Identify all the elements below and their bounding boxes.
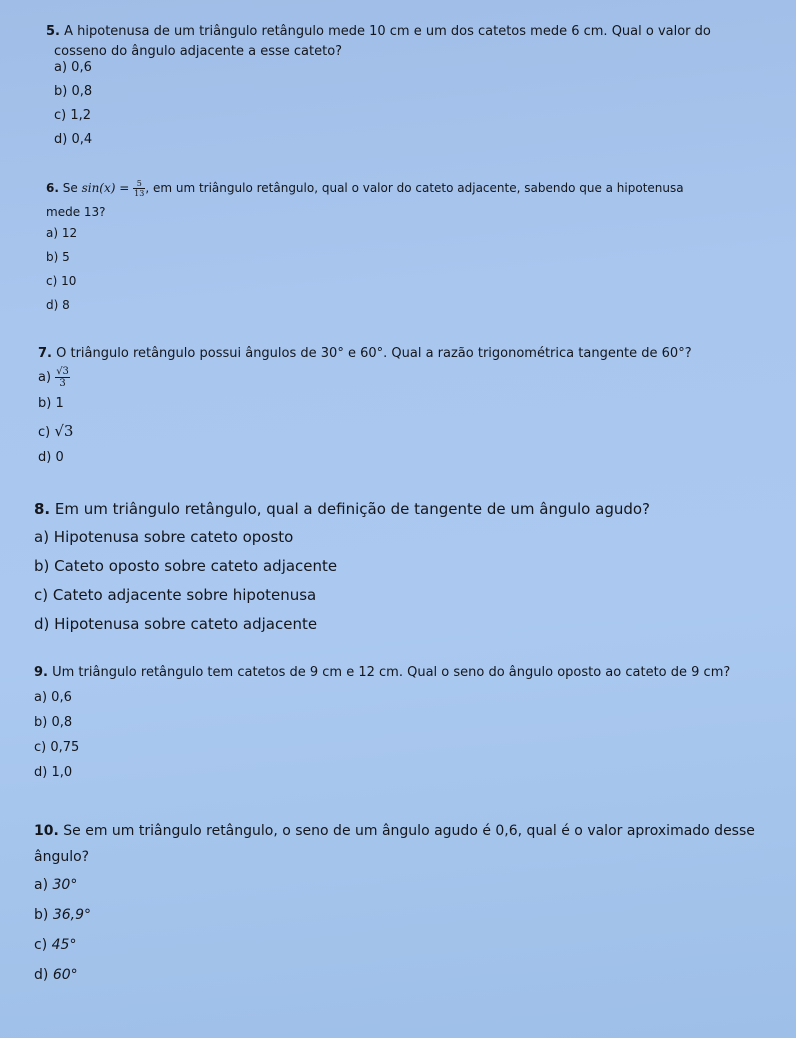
option-d: d) 0 [38,450,64,465]
option-label: a) [34,877,49,893]
option-c: c) 0,75 [34,740,80,755]
option-b: b) 1 [38,396,64,411]
option-value: 30° [52,877,78,893]
question-text: Em um triângulo retângulo, qual a definição de tangente de um ângulo agudo? [54,500,651,518]
option-b [34,907,91,923]
option-c: c) 1,2 [54,108,92,123]
question-6-line-2: mede 13? [46,205,106,219]
question-number: 9. [34,665,48,680]
option-label: c) [38,425,51,440]
option-c [34,937,76,953]
question-9 [34,663,730,683]
option-value: 36,9° [52,907,91,923]
question-number: 7. [38,346,52,361]
question-text: , em um triângulo retângulo, qual o valor do cateto adjacente, sabendo que a hipotenusa [145,181,684,195]
option-c: c) 10 [46,274,77,288]
option-d [34,967,78,983]
option-b: b) 0,8 [34,715,73,730]
question-6 [46,178,684,198]
option-label: d) [34,967,49,983]
question-5-line-2: cosseno do ângulo adjacente a esse cateto? [54,44,343,59]
option-b: b) 5 [46,250,70,264]
question-number: 8. [34,500,51,518]
question-10-line-2: ângulo? [34,849,90,865]
question-10 [34,820,755,842]
option-d: d) 8 [46,298,70,312]
option-a [38,366,70,389]
option-c: c) Cateto adjacente sobre hipotenusa [34,586,317,604]
option-c [38,422,73,440]
option-d: d) 0,4 [54,132,93,147]
question-7 [38,344,692,364]
fraction-denominator: 13 [134,189,145,198]
option-label: b) [34,907,49,923]
question-number: 10. [34,823,59,839]
fraction-numerator: 5 [136,179,142,188]
question-text: Um triângulo retângulo tem catetos de 9 cm e 12 cm. Qual o seno do ângulo oposto ao cateto de 9 cm? [52,665,731,680]
option-a: a) Hipotenusa sobre cateto oposto [34,528,294,546]
question-number: 5. [46,24,60,39]
option-label: c) [34,937,48,953]
option-d: d) 1,0 [34,765,73,780]
option-value: 45° [51,937,77,953]
option-b: b) Cateto oposto sobre cateto adjacente [34,557,338,575]
question-number: 6. [46,181,59,195]
question-prefix: Se [62,181,78,195]
question-text: Se em um triângulo retângulo, o seno de um ângulo agudo é 0,6, qual é o valor aproximado desse [63,823,755,839]
option-label: a) [38,370,52,385]
question-text: O triângulo retângulo possui ângulos de 30° e 60°. Qual a razão trigonométrica tangente de 60°? [56,346,692,361]
sqrt3-value: √3 [54,422,74,440]
option-a [34,877,77,893]
option-b: b) 0,8 [54,84,93,99]
option-a: a) 12 [46,226,78,240]
option-d: d) Hipotenusa sobre cateto adjacente [34,615,318,633]
fraction-numerator: √3 [56,366,69,377]
question-8 [34,498,650,520]
question-5 [46,22,711,62]
sqrt3-over-3-fraction [55,366,70,389]
option-a: a) 0,6 [34,690,72,705]
option-a: a) 0,6 [54,60,92,75]
sin-expression: sin(x) = [81,181,130,195]
option-value: 60° [52,967,78,983]
fraction-denominator: 3 [55,377,70,389]
fraction [133,179,145,198]
question-text: A hipotenusa de um triângulo retângulo mede 10 cm e um dos catetos mede 6 cm. Qual o valor do [64,24,711,39]
question-5-line-1 [46,22,711,42]
